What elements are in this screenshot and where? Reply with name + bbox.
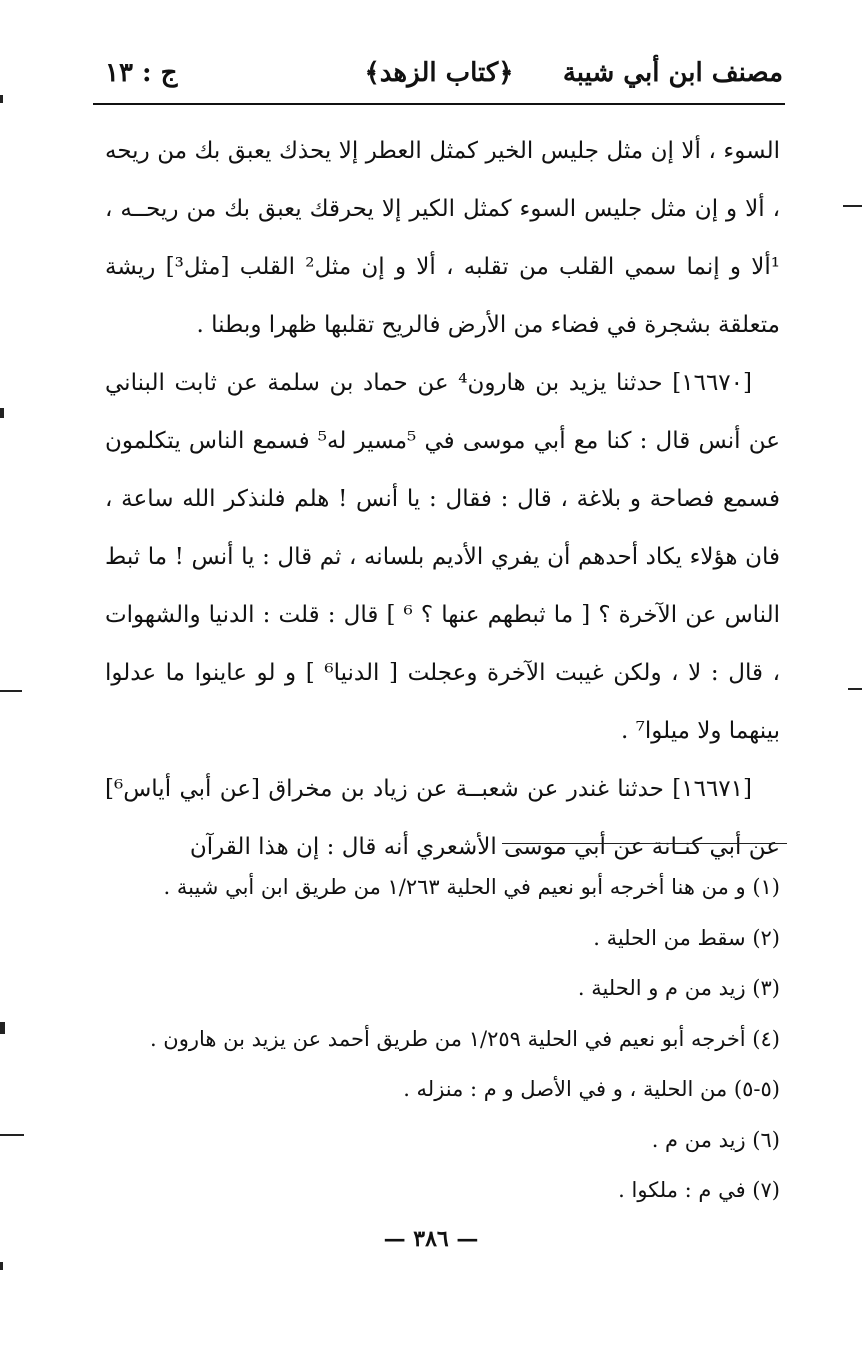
scan-mark bbox=[848, 688, 862, 690]
footnote-2: (٢) سقط من الحلية . bbox=[593, 925, 780, 950]
footnote-1: (١) و من هنا أخرجه أبو نعيم في الحلية ١/٢٦٣ من طريق ابن أبي شيبة . bbox=[163, 875, 780, 899]
scan-mark bbox=[0, 1134, 24, 1136]
paragraph-hadith-16670: [١٦٦٧٠] حدثنا يزيد بن هارون⁴ عن حماد بن سلمة عن ثابت البناني عن أنس قال : كنا مع أبي موسى في ⁵مسير له⁵ فسمع الناس يتكلمون فسمع فصاحة و بلاغة ، قال : فقال : يا أنس ! هلم فلنذكر الله ساعة ، فان هؤلاء يكاد أحدهم أن يفري الأديم بلسانه ، ثم قال : يا أنس ! ما ثبط الناس عن الآخرة ؟ [ ما ثبطهم عنها ؟ ⁶ ] قال : قلت : الدنيا والشهوات ، قال : لا ، ولكن غيبت الآخرة وعجلت [ الدنيا⁶ ] و لو عاينوا ما عدلوا بينهما ولا ميلوا⁷ . bbox=[105, 370, 780, 744]
footnote-3: (٣) زيد من م و الحلية . bbox=[577, 976, 780, 1000]
scan-mark bbox=[0, 1262, 3, 1270]
book-title: مصنف ابن أبي شيبة bbox=[562, 58, 783, 88]
paragraph: السوء ، ألا إن مثل جليس الخير كمثل العطر إلا يحذك يعبق بك من ريحه ، ألا و إن مثل جليس السوء كمثل الكير إلا يحرقك يعبق بك من ريحــه ، ¹ألا و إنما سمي القلب من تقلبه ، ألا و إن مثل² القلب [مثل³] ريشة متعلقة بشجرة في فضاء من الأرض فالريح تقلبها ظهرا وبطنا . bbox=[105, 138, 780, 338]
scan-mark bbox=[0, 408, 4, 418]
paragraph-hadith-16671: [١٦٦٧١] حدثنا غندر عن شعبــة عن زياد بن مخراق [عن أبي أياس⁶] عن أبي كنـانة عن أبي موسى الأشعري أنه قال : إن هذا القرآن bbox=[105, 776, 780, 860]
main-text bbox=[105, 122, 780, 876]
scan-mark bbox=[0, 1022, 5, 1034]
page-number: — ٣٨٦ — bbox=[383, 1226, 479, 1252]
section-title: ﴿كتاب الزهد﴾ bbox=[364, 58, 514, 88]
scan-mark bbox=[843, 205, 862, 207]
footnote-6: (٦) زيد من م . bbox=[651, 1127, 780, 1152]
footnote-divider bbox=[502, 843, 787, 844]
footnote-7: (٧) في م : ملكوا . bbox=[618, 1178, 780, 1202]
scan-mark bbox=[0, 690, 22, 692]
footnote-4: (٤) أخرجه أبو نعيم في الحلية ١/٢٥٩ من طريق أحمد عن يزيد بن هارون . bbox=[149, 1026, 780, 1051]
footnote-5: (٥-٥) من الحلية ، و في الأصل و م : منزله . bbox=[403, 1077, 780, 1101]
volume-number: ج : ١٣ bbox=[105, 58, 178, 88]
scan-mark bbox=[0, 95, 3, 103]
header-divider bbox=[93, 103, 785, 105]
footnotes bbox=[110, 862, 780, 1216]
running-header bbox=[95, 52, 783, 100]
